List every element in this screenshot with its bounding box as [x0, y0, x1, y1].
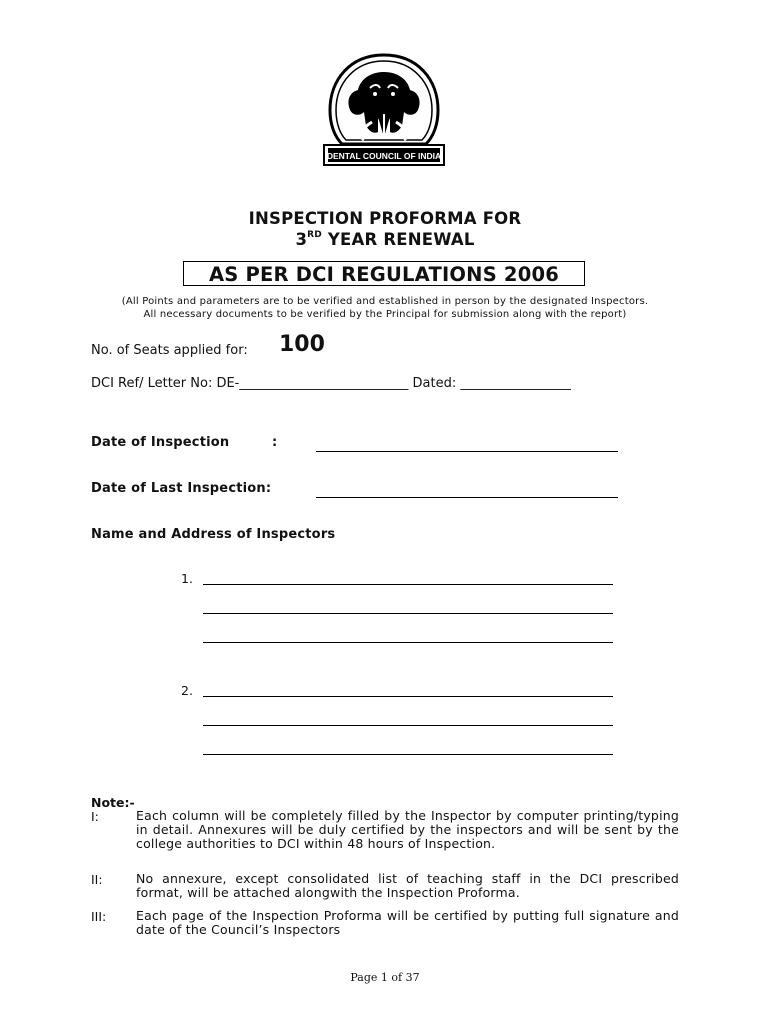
date-of-last-inspection-field[interactable] [316, 497, 618, 498]
title-line-2 [0, 230, 770, 249]
regulations-heading: AS PER DCI REGULATIONS 2006 [183, 261, 585, 286]
inspector-2-line-1[interactable] [203, 696, 613, 697]
logo-text: DENTAL COUNCIL OF INDIA [326, 151, 442, 161]
note-number: II: [91, 872, 103, 887]
instruction-line-1: (All Points and parameters are to be verified and established in person by the designated Inspectors. [121, 296, 649, 307]
instruction-line-2: All necessary documents to be verified by the Principal for submission along with the report) [143, 309, 627, 320]
date-of-inspection-field[interactable] [316, 451, 618, 452]
inspector-2-line-2[interactable] [203, 725, 613, 726]
note-text: Each column will be completely filled by the Inspector by computer printing/typing in detail. Annexures will be duly certified by the inspectors and will be sent by the college authorities to DCI within 48 hours of Inspection. [136, 808, 679, 851]
seats-label: No. of Seats applied for: [91, 343, 248, 358]
inspector-1-line-3[interactable] [203, 642, 613, 643]
note-number: III: [91, 909, 107, 924]
date-of-inspection-colon: : [272, 435, 278, 450]
inspector-1-line-2[interactable] [203, 613, 613, 614]
note-heading: Note:- [91, 795, 135, 810]
inspector-1-line-1[interactable] [203, 584, 613, 585]
dental-council-logo [320, 52, 448, 170]
seats-value: 100 [279, 332, 325, 357]
title-ordinal-suffix: RD [307, 229, 322, 240]
page-number: Page 1 of 37 [350, 971, 420, 984]
inspectors-heading: Name and Address of Inspectors [91, 527, 336, 542]
inspector-1-number: 1. [181, 571, 193, 586]
inspector-2-line-3[interactable] [203, 754, 613, 755]
date-of-inspection-label: Date of Inspection [91, 435, 230, 450]
title-year-renewal: YEAR RENEWAL [321, 230, 475, 249]
title-line-1: INSPECTION PROFORMA FOR [248, 209, 522, 228]
elephant-emblem-icon [320, 52, 448, 170]
date-of-last-inspection-label: Date of Last Inspection: [91, 481, 272, 496]
inspector-2-number: 2. [181, 683, 193, 698]
note-number: I: [91, 809, 99, 824]
note-text: Each page of the Inspection Proforma will be certified by putting full signature and date of the Council’s Inspectors [136, 908, 679, 937]
dci-ref-line[interactable]: DCI Ref/ Letter No: DE-__________________________ Dated: _________________ [91, 376, 571, 391]
note-text: No annexure, except consolidated list of teaching staff in the DCI prescribed format, will be attached alongwith the Inspection Proforma. [136, 871, 679, 900]
title-ordinal-number: 3 [295, 230, 308, 249]
